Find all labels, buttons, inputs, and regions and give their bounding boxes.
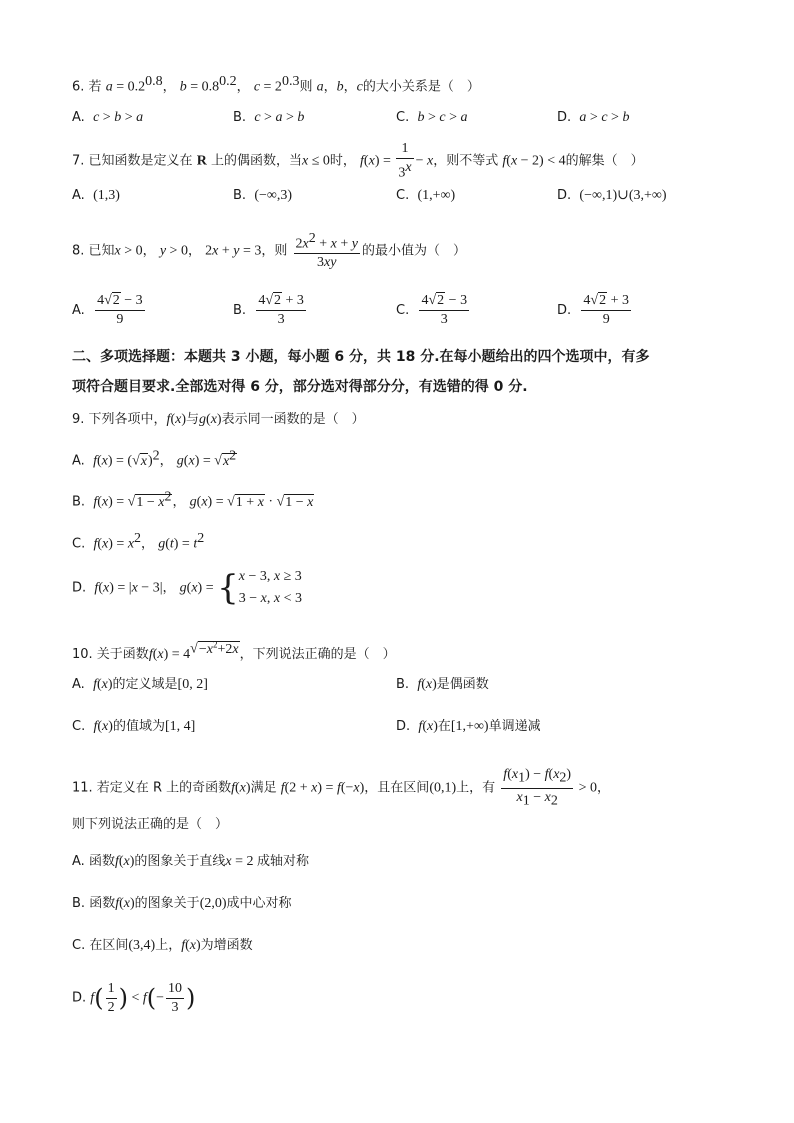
q9-option-c[interactable]: C. $f(x) = x^2$， $g(t) = t^2$ <box>72 531 205 552</box>
q7-option-b[interactable]: B. (−∞,3) <box>233 188 293 203</box>
question-8: 8. 已知x > 0， y > 0， 2x + y = 3，则 $\frac{2x^2 + x + y}{3xy}$ 的最小值为（ ） <box>72 231 466 271</box>
q6-option-d[interactable]: D. a > c > b <box>557 110 630 125</box>
q8-option-c[interactable]: C. $\frac{4√2 - 3}{3}$ <box>396 293 468 327</box>
q6-option-c[interactable]: C. b > c > a <box>396 110 468 125</box>
question-9: 9. 下列各项中，f(x)与g(x)表示同一函数的是（ ） <box>72 412 365 427</box>
q7-option-c[interactable]: C. (1,+∞) <box>396 188 456 203</box>
q6-option-b[interactable]: B. c > a > b <box>233 110 305 125</box>
q9-option-d[interactable]: D. f(x) = |x − 3|， g(x) = { x − 3, x ≥ 3 3 − x, x < 3 <box>72 568 302 608</box>
q11-option-c[interactable]: C. 在区间(3,4)上，f(x)为增函数 <box>72 938 253 953</box>
q11-option-d[interactable]: D. f( $\frac{1}{2}$ ) < f(− $\frac{10}{3}$ ) <box>72 980 196 1015</box>
question-7: 7. 已知函数是定义在 R 上的偶函数，当x ≤ 0时， f(x) = $\frac{1}{3^x}$ − x，则不等式 f(x − 2) < 4的解集（ ） <box>72 141 644 181</box>
section-2-header-line-2: 项符合题目要求.全部选对得 6 分，部分选对得部分分，有选错的得 0 分. <box>72 379 528 395</box>
section-2-header-line-1: 二、多项选择题：本题共 3 小题，每小题 6 分，共 18 分.在每小题给出的四个选项中，有多 <box>72 349 650 365</box>
question-10: 10. 关于函数$f(x) = 4^{√-x^2+2x}$，下列说法正确的是（ ） <box>72 639 396 662</box>
q6-option-a[interactable]: A. c > b > a <box>72 110 144 125</box>
question-11: 11. 若定义在 R 上的奇函数f(x)满足 f(2 + x) = f(−x)，且在区间(0,1)上，有 $\frac{f(x_1) - f(x_2)}{x_1 - x_2}$ > 0， <box>72 767 611 809</box>
q8-option-d[interactable]: D. $\frac{4√2 + 3}{9}$ <box>557 293 630 327</box>
q10-option-b[interactable]: B. f(x)是偶函数 <box>396 677 489 692</box>
q11-option-b[interactable]: B. 函数f(x)的图象关于(2,0)成中心对称 <box>72 896 292 911</box>
q9-option-a[interactable]: A. $f(x) = (√x)^2$， $g(x) = √x^2$ <box>72 448 237 469</box>
q10-option-c[interactable]: C. f(x)的值域为[1, 4] <box>72 719 196 734</box>
q10-option-d[interactable]: D. f(x)在[1,+∞)单调递减 <box>396 719 541 734</box>
q10-option-a[interactable]: A. f(x)的定义域是[0, 2] <box>72 677 208 692</box>
q9-option-b[interactable]: B. $f(x) = √1 - x^2$， g(x) = √1 + x · √1 − x <box>72 489 314 510</box>
q11-option-a[interactable]: A. 函数f(x)的图象关于直线x = 2 成轴对称 <box>72 854 310 869</box>
q8-option-a[interactable]: A. $\frac{4√2 - 3}{9}$ <box>72 293 143 327</box>
question-6: 6. 若 $a = 0.2^{0.8}$， $b = 0.8^{0.2}$， $c = 2^{0.3}$则 a，b，c的大小关系是（ ） <box>72 74 480 95</box>
q8-option-b[interactable]: B. $\frac{4√2 + 3}{3}$ <box>233 293 304 327</box>
q7-option-d[interactable]: D. (−∞,1)∪(3,+∞) <box>557 188 667 203</box>
q7-option-a[interactable]: A. (1,3) <box>72 188 120 203</box>
question-11-prompt: 则下列说法正确的是（ ） <box>72 817 229 832</box>
